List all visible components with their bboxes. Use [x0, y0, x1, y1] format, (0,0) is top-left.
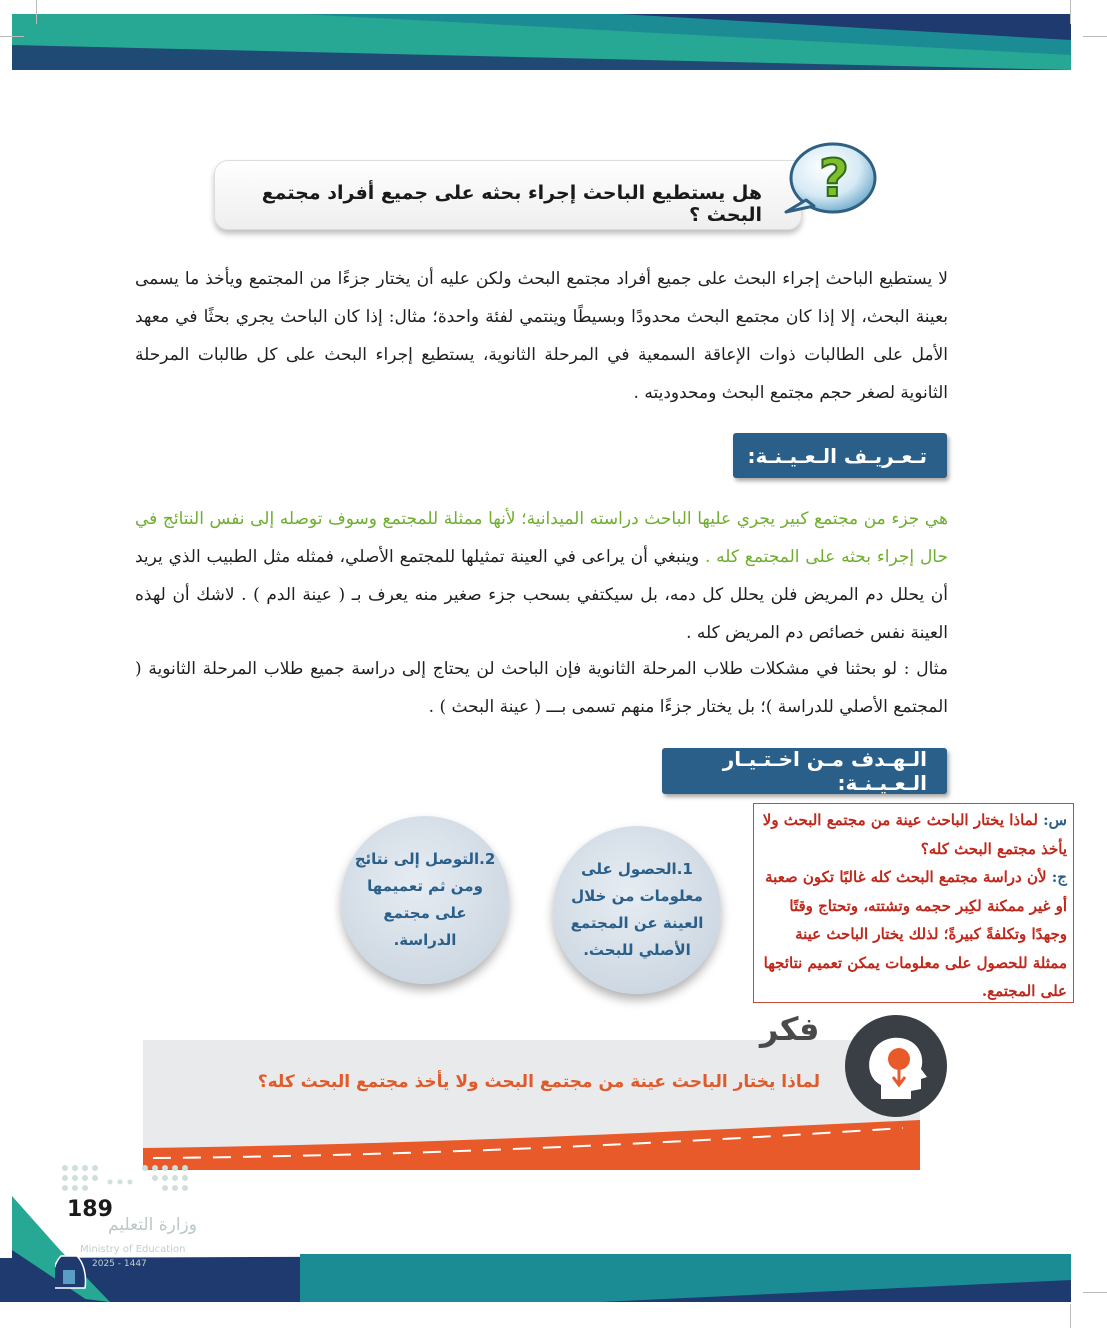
qa-answer: ج: لأن دراسة مجتمع البحث كله غالبًا تكون صعبة أو غير ممكنة لكِبر حجمه وتشتته، وتحتاج وقتًا وجهدًا وتكلفةً كبيرةً؛ لذلك يختار الباحث عينة ممثلة للحصول على معلومات يمكن تعميم نتائجها على المجتمع.: [763, 868, 1067, 1000]
qa-question: س: لماذا يختار الباحث عينة من مجتمع البحث ولا يأخذ مجتمع البحث كله؟: [762, 811, 1067, 858]
page-number: 189: [67, 1197, 113, 1222]
question-header-text: هل يستطيع الباحث إجراء بحثه على جميع أفراد مجتمع البحث ؟: [261, 182, 762, 226]
think-band: [143, 1040, 920, 1170]
goal-number: 2.: [479, 850, 496, 868]
thinking-head-icon: [843, 1013, 949, 1119]
goal-number: 1.: [676, 860, 693, 878]
q-mark: س:: [1043, 811, 1067, 829]
ministry-name-ar: وزارة التعليم: [108, 1215, 197, 1235]
think-question: لماذا يختار الباحث عينة من مجتمع البحث ولا يأخذ مجتمع البحث كله؟: [257, 1072, 820, 1092]
qa-box: [753, 803, 1074, 1003]
intro-paragraph: لا يستطيع الباحث إجراء البحث على جميع أفراد مجتمع البحث ولكن عليه أن يختار جزءًا من المجتمع ويأخذ ما يسمى بعينة البحث، إلا إذا كان مجتمع البحث محدودًا وبسيطًا وينتمي لفئة واحدة؛ مثال: إذا كان الباحث يجري بحثًا في معهد الأمل على الطالبات ذوات الإعاقة السمعية في المرحلة الثانوية، يستطيع إجراء البحث على كل طالبات المرحلة الثانوية لصغر حجم مجتمع البحث ومحدوديته .: [135, 269, 948, 403]
goal-text: الحصول على معلومات من خلال العينة عن المجتمع الأصلي للبحث.: [570, 860, 704, 959]
sample-goal-heading: الـهـدف مـن اخـتـيـار الـعـيـنـة:: [662, 748, 947, 794]
ministry-name-en: Ministry of Education: [80, 1244, 186, 1255]
crop-mark: [36, 0, 37, 24]
question-header-box: [214, 160, 802, 230]
definition-highlight: هي جزء من مجتمع كبير يجري عليها الباحث دراسته الميدانية؛ لأنها ممثلة للمجتمع وسوف توصله إلى نفس النتائج في حال إجراء بحثه على المجتمع كله .: [135, 509, 948, 567]
example-paragraph: مثال : لو بحثنا في مشكلات طلاب المرحلة الثانوية فإن الباحث لن يحتاج إلى دراسة جميع طلاب المرحلة الثانوية ( المجتمع الأصلي للدراسة )؛ بل يختار جزءًا منهم تسمى بـــ ( عينة البحث ) .: [135, 659, 948, 717]
a-mark: ج:: [1051, 868, 1067, 886]
ministry-year: 2025 - 1447: [92, 1259, 147, 1269]
goal-circle-2: [341, 816, 509, 984]
top-decorative-band: [0, 0, 1107, 80]
crop-mark: [0, 36, 24, 37]
crop-mark: [1070, 0, 1071, 24]
sample-definition-heading: تـعـريـف الـعـيـنـة:: [733, 433, 947, 478]
svg-text:?: ?: [818, 149, 850, 209]
goal-circle-1: [553, 826, 721, 994]
goal-text: التوصل إلى نتائج ومن ثم تعميمها على مجتمع الدراسة.: [354, 850, 483, 949]
definition-rest: وينبغي أن يراعى في العينة تمثيلها للمجتمع الأصلي، فمثله مثل الطبيب الذي يريد أن يحلل دم المريض فلن يحلل كل دمه، بل سيكتفي بسحب جزء صغير منه يعرف بـ ( عينة الدم ) . لاشك أن لهذه العينة نفس خصائص دم المريض كله .: [135, 547, 948, 643]
crop-mark: [1083, 36, 1107, 37]
think-label: فكر: [760, 1010, 820, 1048]
sample-definition-paragraph: [135, 500, 948, 652]
question-bubble-icon: [778, 130, 878, 222]
